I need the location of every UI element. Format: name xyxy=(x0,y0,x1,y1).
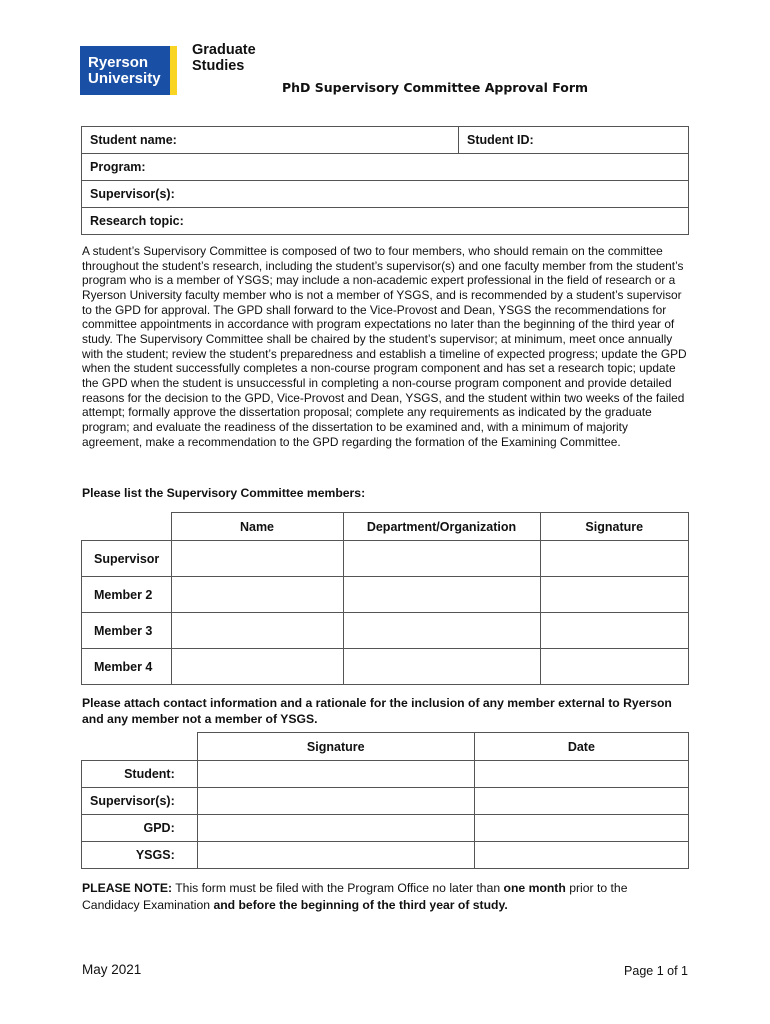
members-corner-cell xyxy=(82,513,172,541)
row-label-member-3: Member 3 xyxy=(82,613,172,649)
supervisor-department-cell[interactable] xyxy=(343,541,540,577)
header-name: Name xyxy=(171,513,343,541)
member-4-department-cell[interactable] xyxy=(343,649,540,685)
member-4-signature-cell[interactable] xyxy=(540,649,689,685)
row-label-ysgs: YSGS: xyxy=(82,842,198,869)
footer-date: May 2021 xyxy=(82,962,142,977)
student-name-field[interactable]: Student name: xyxy=(82,127,459,154)
supervisor-signature-cell[interactable] xyxy=(540,541,689,577)
supervisor-name-cell[interactable] xyxy=(171,541,343,577)
gpd-signature-cell[interactable] xyxy=(197,815,474,842)
supervisors-signature-cell[interactable] xyxy=(197,788,474,815)
form-title: PhD Supervisory Committee Approval Form xyxy=(281,80,589,95)
header-date-col: Date xyxy=(474,733,688,761)
please-note xyxy=(82,880,682,914)
logo-line-1: Ryerson xyxy=(88,54,149,71)
student-id-field[interactable]: Student ID: xyxy=(459,127,689,154)
member-2-department-cell[interactable] xyxy=(343,577,540,613)
note-text-1: This form must be filed with the Program Office no later than xyxy=(172,881,504,895)
committee-members-table xyxy=(81,512,689,685)
member-3-department-cell[interactable] xyxy=(343,613,540,649)
logo-line-2: University xyxy=(88,70,161,87)
ysgs-signature-cell[interactable] xyxy=(197,842,474,869)
row-label-member-2: Member 2 xyxy=(82,577,172,613)
attach-contact-note: Please attach contact information and a rationale for the inclusion of any member external to Ryerson and any member not a member of YSGS. xyxy=(82,696,672,726)
supervisors-date-cell[interactable] xyxy=(474,788,688,815)
signature-corner-cell xyxy=(82,733,198,761)
ysgs-date-cell[interactable] xyxy=(474,842,688,869)
student-signature-cell[interactable] xyxy=(197,761,474,788)
member-3-name-cell[interactable] xyxy=(171,613,343,649)
supervisors-field[interactable]: Supervisor(s): xyxy=(82,181,689,208)
header-department: Department/Organization xyxy=(343,513,540,541)
members-heading: Please list the Supervisory Committee members: xyxy=(82,486,366,500)
footer-page-number: Page 1 of 1 xyxy=(624,964,688,978)
header-signature-col: Signature xyxy=(197,733,474,761)
signature-table xyxy=(81,732,689,869)
note-text-2: prior to the Candidacy Examination xyxy=(82,881,628,912)
department-line-1: Graduate xyxy=(192,42,256,58)
committee-description: A student’s Supervisory Committee is composed of two to four members, who should remain on the committee throughout the student’s research, including the student’s supervisor(s) and one faculty member from the student’s program who is a member of YSGS; may include a non-academic expert professional in the field of research or a Ryerson University faculty member who is not a member of YSGS, and is recommended by a student’s supervisor to the GPD for approval. The GPD shall forward to the Vice-Provost and Dean, YSGS the recommendations for committee appointments in accordance with program expectations no later than the beginning of the third year of study. The Supervisory Committee shall be chaired by the student’s supervisor; at minimum, meet once annually with the student; review the student’s preparedness and establish a timeline of expected progress; update the GPD when the student successfully completes a non-course program component and has set a research topic; update the GPD when the student is unsuccessful in completing a non-course program component and provide detailed reasons for the decision to the GPD, Vice-Provost and Dean, YSGS, and the student within two weeks of the failed attempt; formally approve the dissertation proposal; complete any requirements as indicated by the graduate program; and evaluate the readiness of the dissertation to be examined and, with a minimum of majority agreement, make a recommendation to the GPD regarding the formation of the Examining Committee. xyxy=(82,244,687,449)
research-topic-field[interactable]: Research topic: xyxy=(82,208,689,235)
student-date-cell[interactable] xyxy=(474,761,688,788)
header-signature: Signature xyxy=(540,513,689,541)
note-bold-2: and before the beginning of the third year of study. xyxy=(213,898,508,912)
member-4-name-cell[interactable] xyxy=(171,649,343,685)
row-label-member-4: Member 4 xyxy=(82,649,172,685)
note-bold-1: one month xyxy=(503,881,566,895)
program-field[interactable]: Program: xyxy=(82,154,689,181)
row-label-supervisors: Supervisor(s): xyxy=(82,788,198,815)
student-info-table xyxy=(81,126,689,235)
row-label-student: Student: xyxy=(82,761,198,788)
gpd-date-cell[interactable] xyxy=(474,815,688,842)
row-label-gpd: GPD: xyxy=(82,815,198,842)
member-2-name-cell[interactable] xyxy=(171,577,343,613)
row-label-supervisor: Supervisor xyxy=(82,541,172,577)
note-label: PLEASE NOTE: xyxy=(82,881,173,895)
member-3-signature-cell[interactable] xyxy=(540,613,689,649)
member-2-signature-cell[interactable] xyxy=(540,577,689,613)
department-line-2: Studies xyxy=(192,58,245,74)
department-name xyxy=(192,42,256,74)
